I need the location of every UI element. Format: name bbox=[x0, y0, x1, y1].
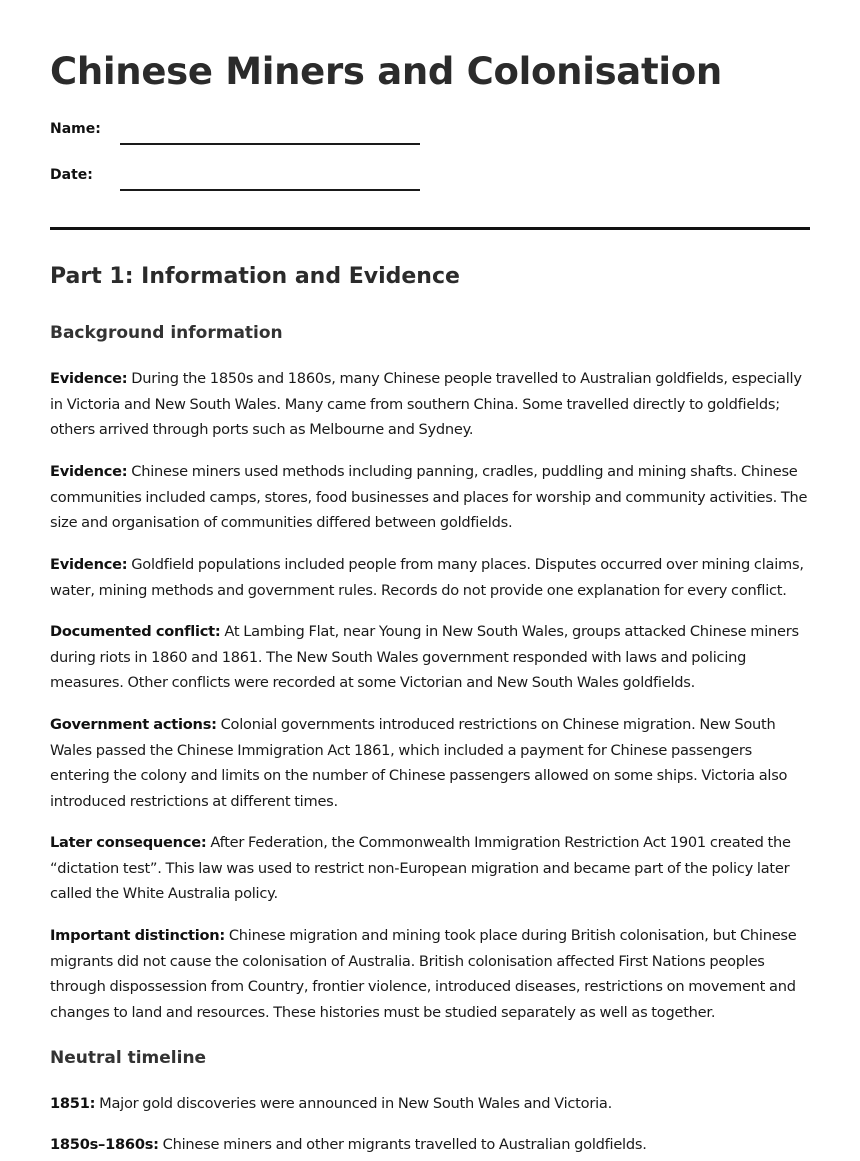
date-answer-line[interactable] bbox=[120, 189, 420, 191]
paragraph-text: Chinese migration and mining took place during British colonisation, but Chinese migrants did not cause the colonisation of Australia. British colonisation affected First Nations peoples through dispossession from Country, frontier violence, introduced diseases, restrictions on movement and changes to land and resources. These histories must be studied separately as well as together. bbox=[50, 927, 797, 1021]
timeline-date: 1850s–1860s: bbox=[50, 1136, 159, 1153]
timeline-text: Major gold discoveries were announced in New South Wales and Victoria. bbox=[95, 1095, 612, 1112]
evidence-paragraph bbox=[50, 459, 810, 536]
paragraph-label: Government actions: bbox=[50, 716, 217, 733]
name-answer-line[interactable] bbox=[120, 143, 420, 145]
documented-conflict-paragraph bbox=[50, 619, 810, 696]
timeline-text: Chinese miners and other migrants travelled to Australian goldfields. bbox=[158, 1136, 647, 1153]
evidence-paragraph bbox=[50, 366, 810, 443]
timeline-date: 1851: bbox=[50, 1095, 96, 1112]
later-consequence-paragraph bbox=[50, 830, 810, 907]
timeline-entry bbox=[50, 1091, 810, 1117]
paragraph-label: Important distinction: bbox=[50, 927, 225, 944]
worksheet-title: Chinese Miners and Colonisation bbox=[50, 50, 722, 93]
paragraph-text: During the 1850s and 1860s, many Chinese people travelled to Australian goldfields, especially in Victoria and New South Wales. Many came from southern China. Some travelled directly to goldfields; others arrived through ports such as Melbourne and Sydney. bbox=[50, 370, 802, 439]
government-actions-paragraph bbox=[50, 712, 810, 814]
paragraph-label: Evidence: bbox=[50, 370, 128, 387]
paragraph-label: Documented conflict: bbox=[50, 623, 221, 640]
important-distinction-paragraph bbox=[50, 923, 810, 1025]
paragraph-text: At Lambing Flat, near Young in New South Wales, groups attacked Chinese miners during riots in 1860 and 1861. The New South Wales government responded with laws and policing measures. Other conflicts were recorded at some Victorian and New South Wales goldfields. bbox=[50, 623, 799, 692]
paragraph-label: Evidence: bbox=[50, 556, 128, 573]
part-1-heading: Part 1: Information and Evidence bbox=[50, 264, 460, 289]
evidence-paragraph bbox=[50, 552, 810, 603]
timeline-entry bbox=[50, 1132, 810, 1158]
background-information-heading: Background information bbox=[50, 323, 283, 343]
paragraph-text: Chinese miners used methods including panning, cradles, puddling and mining shafts. Chinese communities included camps, stores, food businesses and places for worship and community activities. The size and organisation of communities differed between goldfields. bbox=[50, 463, 808, 532]
neutral-timeline-heading: Neutral timeline bbox=[50, 1048, 207, 1068]
paragraph-label: Later consequence: bbox=[50, 834, 207, 851]
date-field-row bbox=[50, 162, 470, 192]
name-field-row bbox=[50, 116, 470, 146]
paragraph-text: Colonial governments introduced restrictions on Chinese migration. New South Wales passed the Chinese Immigration Act 1861, which included a payment for Chinese passengers entering the colony and limits on the number of Chinese passengers allowed on some ships. Victoria also introduced restrictions at different times. bbox=[50, 716, 788, 810]
paragraph-label: Evidence: bbox=[50, 463, 128, 480]
paragraph-text: After Federation, the Commonwealth Immigration Restriction Act 1901 created the “dictation test”. This law was used to restrict non-European migration and became part of the policy later called the White Australia policy. bbox=[50, 834, 791, 903]
paragraph-text: Goldfield populations included people from many places. Disputes occurred over mining claims, water, mining methods and government rules. Records do not provide one explanation for every conflict. bbox=[50, 556, 804, 599]
section-divider bbox=[50, 227, 810, 230]
name-label: Name: bbox=[50, 121, 101, 137]
date-label: Date: bbox=[50, 167, 93, 183]
